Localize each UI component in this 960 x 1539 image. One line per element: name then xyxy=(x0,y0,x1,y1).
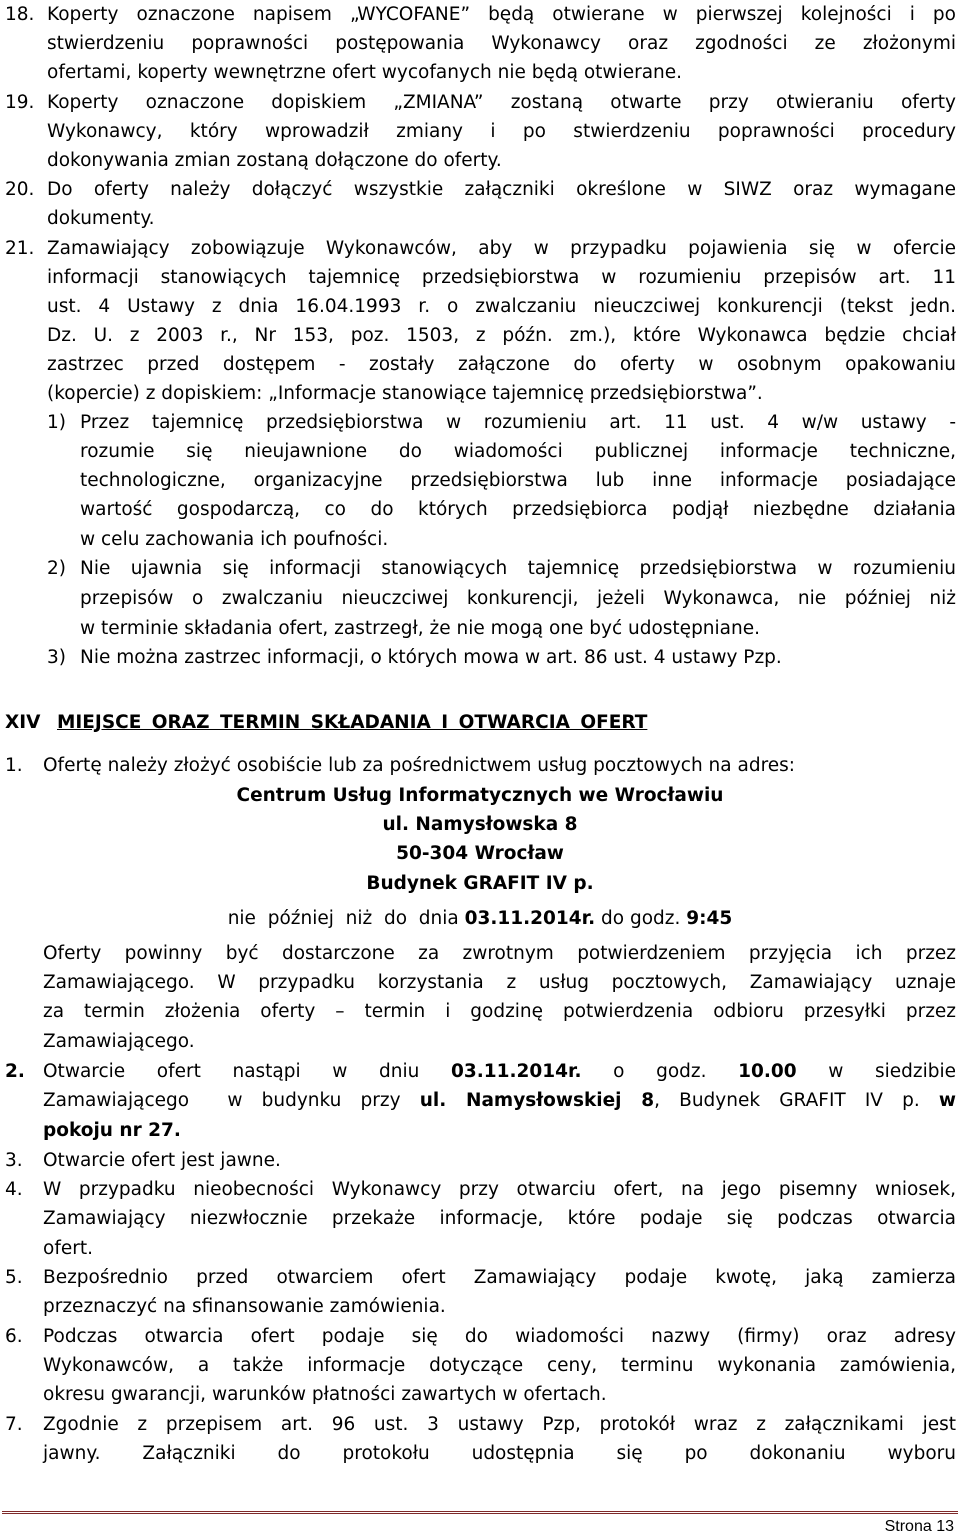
item-text: Ofertę należy złożyć osobiście lub za pośrednictwem usług pocztowych na adres: xyxy=(43,755,796,776)
item-text-line xyxy=(0,495,960,524)
sublist-item-3 xyxy=(0,643,960,672)
item-text: Zgodnie z przepisem art. 96 ust. 3 ustawy Pzp, protokół wraz z załącznikami jest xyxy=(43,1414,956,1435)
item-text: Bezpośrednio przed otwarciem ofert Zamawiający podaje kwotę, jaką zamierza xyxy=(43,1267,956,1288)
address-line-1: Centrum Usług Informatycznych we Wrocławiu xyxy=(236,785,724,806)
item-number: 1. xyxy=(5,755,23,776)
text-run: w siedzibie xyxy=(796,1061,957,1082)
page-number: Strona 13 xyxy=(884,1518,954,1535)
item-text-line xyxy=(0,968,960,997)
item-text-line xyxy=(0,204,960,233)
item-number: 3) xyxy=(47,647,66,668)
list-item-18 xyxy=(0,0,960,29)
item-text-line xyxy=(0,292,960,321)
item-text: wartość gospodarczą, co do których przedsiębiorca podjął niezbędne działania xyxy=(80,499,956,520)
text-run: Otwarcie ofert nastąpi w dniu xyxy=(43,1061,451,1082)
item-text-line xyxy=(0,1234,960,1263)
item-text: Zamawiający niezwłocznie przekaże informacje, które podaje się podczas otwarcia xyxy=(43,1208,956,1229)
list-item-21 xyxy=(0,234,960,263)
item-text-line xyxy=(0,321,960,350)
item-text-line xyxy=(0,1204,960,1233)
item-number: 6. xyxy=(5,1326,23,1347)
item-text-line xyxy=(0,614,960,643)
address-line-3: 50-304 Wrocław xyxy=(396,843,564,864)
item-text: jawny. Załączniki do protokołu udostępnia się po dokonaniu wyboru xyxy=(43,1443,956,1464)
item-number: 18. xyxy=(5,4,35,25)
numbered-item-3 xyxy=(0,1146,960,1175)
numbered-item-1 xyxy=(0,751,960,780)
item-text: rozumie się nieujawnione do wiadomości publicznej informacje techniczne, xyxy=(80,441,956,462)
item-number: 5. xyxy=(5,1267,23,1288)
item-text: Koperty oznaczone napisem „WYCOFANE” będą otwierane w pierwszej kolejności i po xyxy=(47,4,956,25)
item-text: W przypadku nieobecności Wykonawcy przy otwarciu ofert, na jego pisemny wniosek, xyxy=(43,1179,956,1200)
footer-divider xyxy=(2,1511,958,1514)
item-text-line xyxy=(0,1292,960,1321)
numbered-item-5 xyxy=(0,1263,960,1292)
list-item-19 xyxy=(0,88,960,117)
item-number: 20. xyxy=(5,179,35,200)
numbered-item-4 xyxy=(0,1175,960,1204)
item-text: (kopercie) z dopiskiem: „Informacje stanowiące tajemnicę przedsiębiorstwa”. xyxy=(47,383,763,404)
item-text-line xyxy=(0,1086,960,1115)
item-text: zastrzec przed dostępem - zostały załączone do oferty w osobnym opakowaniu xyxy=(47,354,956,375)
item-text: Podczas otwarcia ofert podaje się do wiadomości nazwy (firmy) oraz adresy xyxy=(43,1326,956,1347)
address-line-4: Budynek GRAFIT IV p. xyxy=(366,873,594,894)
text-run: o godz. xyxy=(581,1061,739,1082)
item-text xyxy=(43,1086,956,1115)
item-text-line xyxy=(0,997,960,1026)
item-text: dokumenty. xyxy=(47,208,155,229)
item-text-line xyxy=(0,146,960,175)
item-text: informacji stanowiących tajemnicę przedsiębiorstwa w rozumieniu przepisów art. 11 xyxy=(47,267,956,288)
section-heading xyxy=(0,708,960,737)
item-text: technologiczne, organizacyjne przedsiębiorstwa lub inne informacje posiadające xyxy=(80,470,956,491)
deadline-mid: do godz. xyxy=(595,908,687,929)
section-roman: XIV xyxy=(5,712,41,733)
item-text-line xyxy=(0,584,960,613)
item-text: Zamawiającego. xyxy=(43,1031,195,1052)
item-number: 2. xyxy=(5,1061,25,1082)
item-text xyxy=(43,1057,956,1086)
item-text: dokonywania zmian zostaną dołączone do oferty. xyxy=(47,150,502,171)
item-text: Nie można zastrzec informacji, o których mowa w art. 86 ust. 4 ustawy Pzp. xyxy=(80,647,782,668)
item-text-line xyxy=(0,379,960,408)
item-text-line xyxy=(0,350,960,379)
address-line-2: ul. Namysłowska 8 xyxy=(382,814,578,835)
item-text: Dz. U. z 2003 r., Nr 153, poz. 1503, z późn. zm.), które Wykonawca będzie chciał xyxy=(47,325,956,346)
item-text-line xyxy=(0,29,960,58)
item-text: Otwarcie ofert jest jawne. xyxy=(43,1150,281,1171)
text-run: Zamawiającego w budynku przy xyxy=(43,1090,420,1111)
item-number: 21. xyxy=(5,238,35,259)
item-number: 7. xyxy=(5,1414,23,1435)
item-number: 3. xyxy=(5,1150,23,1171)
item-text: w terminie składania ofert, zastrzegł, że nie mogą one być udostępniane. xyxy=(80,618,761,639)
deadline-prefix: nie później niż do dnia xyxy=(227,908,465,929)
deadline-time: 9:45 xyxy=(686,908,733,929)
item-number: 4. xyxy=(5,1179,23,1200)
sublist-item-2 xyxy=(0,554,960,583)
item-text: Przez tajemnicę przedsiębiorstwa w rozumieniu art. 11 ust. 4 w/w ustawy - xyxy=(80,412,956,433)
item-text: Zamawiający zobowiązuje Wykonawców, aby w przypadku pojawienia się w ofercie xyxy=(47,238,956,259)
numbered-item-6 xyxy=(0,1322,960,1351)
item-text: ofertami, koperty wewnętrzne ofert wycofanych nie będą otwierane. xyxy=(47,62,683,83)
numbered-item-2 xyxy=(0,1057,960,1086)
item-text: Wykonawcy, który wprowadził zmiany i po stwierdzeniu poprawności procedury xyxy=(47,121,956,142)
sublist-item-1 xyxy=(0,408,960,437)
item-text-line xyxy=(0,1439,960,1468)
section-title: MIEJSCE ORAZ TERMIN SKŁADANIA I OTWARCIA OFERT xyxy=(57,712,648,733)
text-run: w xyxy=(938,1090,956,1111)
opening-date: 03.11.2014r. xyxy=(450,1061,582,1082)
item-text-line xyxy=(0,437,960,466)
item-text-line xyxy=(0,1116,960,1145)
item-text-line xyxy=(0,939,960,968)
item-text: Wykonawców, a także informacje dotyczące ceny, terminu wykonania zamówienia, xyxy=(43,1355,956,1376)
deadline-date: 03.11.2014r. xyxy=(464,908,596,929)
item-text: Koperty oznaczone dopiskiem „ZMIANA” zostaną otwarte przy otwieraniu oferty xyxy=(47,92,956,113)
item-text: Nie ujawnia się informacji stanowiących tajemnicę przedsiębiorstwa w rozumieniu xyxy=(80,558,956,579)
item-text: Oferty powinny być dostarczone za zwrotnym potwierdzeniem przyjęcia ich przez xyxy=(43,943,956,964)
numbered-item-7 xyxy=(0,1410,960,1439)
item-number: 19. xyxy=(5,92,35,113)
item-text-line xyxy=(0,466,960,495)
item-text-line xyxy=(0,58,960,87)
item-text: przeznaczyć na sfinansowanie zamówienia. xyxy=(43,1296,446,1317)
item-text-line xyxy=(0,525,960,554)
item-number: 1) xyxy=(47,412,66,433)
item-text-line xyxy=(0,1027,960,1056)
item-text: okresu gwarancji, warunków płatności zawartych w ofertach. xyxy=(43,1384,607,1405)
item-text-line xyxy=(0,117,960,146)
item-text: ust. 4 Ustawy z dnia 16.04.1993 r. o zwalczaniu nieuczciwej konkurencji (tekst jedn. xyxy=(47,296,956,317)
item-text: ofert. xyxy=(43,1238,93,1259)
opening-room: pokoju nr 27. xyxy=(43,1120,181,1141)
text-run: , Budynek GRAFIT IV p. xyxy=(654,1090,939,1111)
item-text: w celu zachowania ich poufności. xyxy=(80,529,389,550)
opening-address: ul. Namysłowskiej 8 xyxy=(419,1090,655,1111)
item-text: Do oferty należy dołączyć wszystkie załączniki określone w SIWZ oraz wymagane xyxy=(47,179,956,200)
item-number: 2) xyxy=(47,558,66,579)
item-text-line xyxy=(0,1351,960,1380)
item-text: za termin złożenia oferty – termin i godzinę potwierdzenia odbioru przesyłki przez xyxy=(43,1001,956,1022)
opening-time: 10.00 xyxy=(738,1061,797,1082)
item-text-line xyxy=(0,263,960,292)
list-item-20 xyxy=(0,175,960,204)
deadline-line xyxy=(0,904,960,933)
item-text: przepisów o zwalczaniu nieuczciwej konkurencji, jeżeli Wykonawca, nie później niż xyxy=(80,588,956,609)
item-text-line xyxy=(0,1380,960,1409)
item-text: stwierdzeniu poprawności postępowania Wykonawcy oraz zgodności ze złożonymi xyxy=(47,33,956,54)
item-text: Zamawiającego. W przypadku korzystania z usług pocztowych, Zamawiający uznaje xyxy=(43,972,956,993)
